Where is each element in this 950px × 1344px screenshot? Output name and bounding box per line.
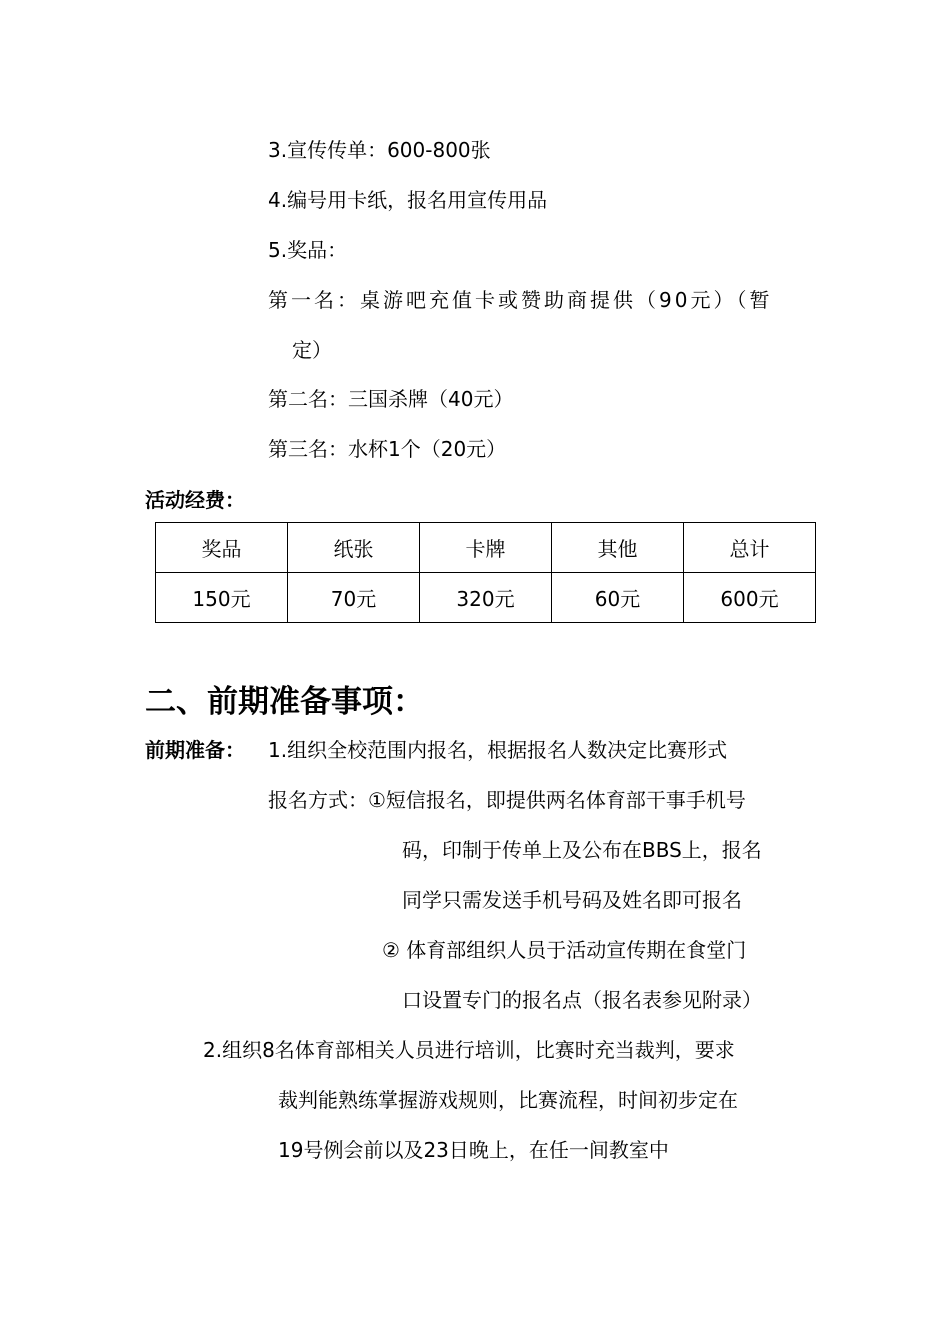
prize-first-continued: 定） xyxy=(292,338,332,362)
signup-method-booth-continued: 口设置专门的报名点（报名表参见附录） xyxy=(402,988,762,1012)
signup-method-sms-continued: 同学只需发送手机号码及姓名即可报名 xyxy=(402,888,742,912)
prize-first-line: 第一名：桌游吧充值卡或赞助商提供（90元）（暂 xyxy=(268,288,773,312)
material-item-5: 5.奖品： xyxy=(268,238,348,262)
prep-item-2: 2.组织8名体育部相关人员进行培训，比赛时充当裁判，要求 xyxy=(203,1038,735,1062)
prize-third: 第三名：水杯1个（20元） xyxy=(268,437,507,461)
prep-item-2-continued: 裁判能熟练掌握游戏规则，比赛流程，时间初步定在 xyxy=(278,1088,738,1112)
signup-method-sms: 报名方式：①短信报名，即提供两名体育部干事手机号 xyxy=(268,788,746,812)
budget-table xyxy=(155,522,816,623)
material-item-4: 4.编号用卡纸，报名用宣传用品 xyxy=(268,188,548,212)
prize-second: 第二名：三国杀牌（40元） xyxy=(268,387,514,411)
budget-value-cell: 70元 xyxy=(288,573,420,623)
budget-value-cell: 600元 xyxy=(684,573,816,623)
section-heading: 二、前期准备事项： xyxy=(145,684,424,720)
prep-item-2-continued: 19号例会前以及23日晚上，在任一间教室中 xyxy=(278,1138,669,1162)
budget-value-row xyxy=(156,573,816,623)
budget-header-cell: 奖品 xyxy=(156,523,288,573)
budget-label: 活动经费： xyxy=(145,488,245,512)
signup-method-sms-continued: 码，印制于传单上及公布在BBS上，报名 xyxy=(402,838,762,862)
budget-value-cell: 150元 xyxy=(156,573,288,623)
prep-label: 前期准备： xyxy=(145,738,245,762)
budget-value-cell: 320元 xyxy=(420,573,552,623)
budget-header-cell: 纸张 xyxy=(288,523,420,573)
budget-value-cell: 60元 xyxy=(552,573,684,623)
signup-method-booth: ② 体育部组织人员于活动宣传期在食堂门 xyxy=(382,938,747,962)
budget-header-cell: 卡牌 xyxy=(420,523,552,573)
budget-header-cell: 总计 xyxy=(684,523,816,573)
material-item-3: 3.宣传传单：600-800张 xyxy=(268,138,491,162)
budget-header-row xyxy=(156,523,816,573)
budget-header-cell: 其他 xyxy=(552,523,684,573)
prep-item-1: 1.组织全校范围内报名，根据报名人数决定比赛形式 xyxy=(268,738,728,762)
